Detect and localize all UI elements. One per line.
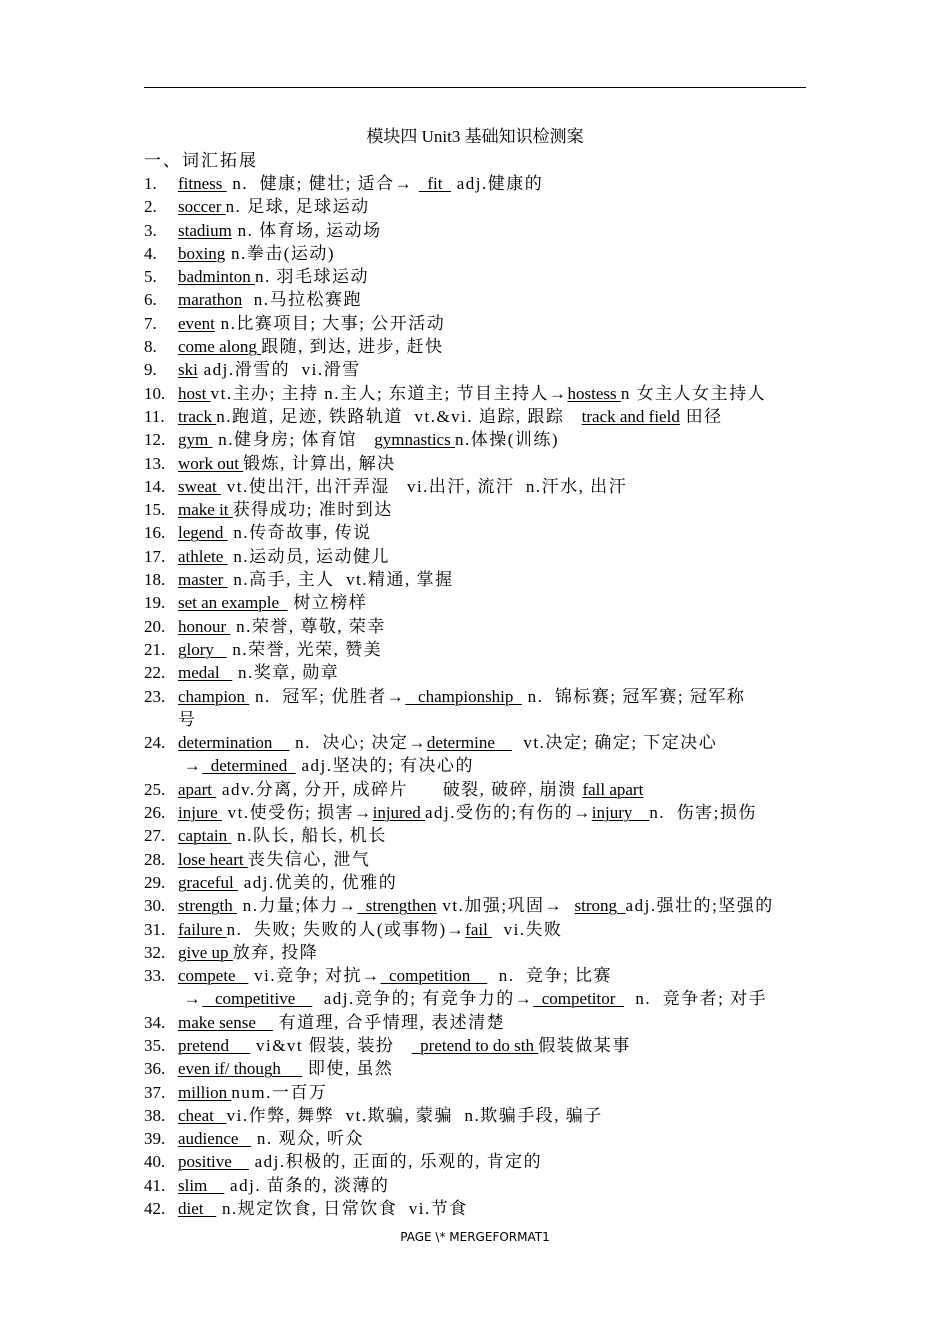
answer-blank: apart <box>178 779 217 799</box>
vocab-item <box>144 918 808 941</box>
answer-blank: set an example <box>178 593 288 613</box>
item-number: 4. <box>144 243 157 263</box>
item-number: 29. <box>144 872 166 892</box>
vocabulary-list <box>144 172 808 1220</box>
vocab-item <box>144 801 808 824</box>
item-number: 22. <box>144 663 166 683</box>
answer-blank: fit <box>418 174 451 193</box>
answer-blank: even if/ though <box>178 1059 303 1079</box>
item-body <box>178 1150 808 1173</box>
answer-blank: make it <box>178 500 233 520</box>
answer-blank: athlete <box>178 546 228 566</box>
item-text: n.高手, 主人 vt.精通, 掌握 <box>227 570 454 590</box>
item-text: n. 锦标赛; 冠军赛; 冠军称 <box>521 686 746 706</box>
item-text: n. 羽毛球运动 <box>254 267 369 287</box>
vocab-item <box>144 615 808 638</box>
answer-blank: come along <box>178 337 262 357</box>
item-body <box>178 382 808 405</box>
vocab-item <box>144 1034 808 1057</box>
item-body <box>178 918 808 941</box>
item-text: adj.坚决的; 有决心的 <box>295 756 474 776</box>
item-text: adj.积极的, 正面的, 乐观的, 肯定的 <box>248 1152 543 1172</box>
item-body <box>178 894 808 917</box>
answer-blank: strengthen <box>357 896 437 916</box>
vocab-item <box>144 335 808 358</box>
item-body <box>178 219 808 242</box>
item-body <box>178 591 808 614</box>
item-text: n. 伤害;损伤 <box>649 803 757 823</box>
answer-blank: champion <box>178 686 250 706</box>
item-text: 假装做某事 <box>538 1035 631 1055</box>
item-text: 锻炼, 计算出, 解决 <box>243 453 396 473</box>
item-text: n 女主人女主持人 <box>620 383 767 403</box>
item-text: adj.优美的, 优雅的 <box>237 872 398 892</box>
section-heading: 一、词汇拓展 <box>144 151 258 170</box>
vocab-item <box>144 195 808 218</box>
answer-blank: fail <box>465 919 493 939</box>
item-body <box>178 358 808 381</box>
item-body <box>178 615 808 638</box>
answer-blank: million <box>178 1082 232 1102</box>
answer-blank: failure <box>178 919 227 939</box>
vocab-item <box>144 521 808 544</box>
item-text: n. 健康; 健壮; 适合→ <box>226 174 419 193</box>
item-body <box>178 661 808 684</box>
item-number: 35. <box>144 1035 166 1055</box>
item-text: n. 失败; 失败的人(或事物)→ <box>226 919 466 939</box>
answer-blank: competitive <box>202 989 313 1009</box>
item-text: adj. 苗条的, 淡薄的 <box>224 1175 390 1195</box>
answer-blank: determined <box>202 756 296 776</box>
answer-blank: positive <box>178 1152 249 1172</box>
item-number: 36. <box>144 1059 166 1079</box>
vocab-item <box>144 265 808 288</box>
vocab-item <box>144 964 808 987</box>
vocab-item-continuation <box>144 708 808 731</box>
vocab-item <box>144 172 808 195</box>
item-number: 30. <box>144 896 166 916</box>
item-text: n.规定饮食, 日常饮食 vi.节食 <box>216 1199 468 1219</box>
vocab-item-continuation <box>144 987 808 1010</box>
vocab-item <box>144 731 808 754</box>
item-number: 33. <box>144 966 166 986</box>
answer-blank: lose heart <box>178 849 248 869</box>
vocab-item <box>144 475 808 498</box>
answer-blank: host <box>178 383 211 403</box>
item-text: num.一百万 <box>231 1082 328 1102</box>
item-text: vi.竞争; 对抗→ <box>248 966 381 986</box>
vocab-item <box>144 1057 808 1080</box>
item-text: n. 决心; 决定→ <box>289 733 427 753</box>
item-number: 24. <box>144 733 166 753</box>
answer-blank: fall apart <box>582 779 644 799</box>
item-number: 10. <box>144 383 166 403</box>
page-footer: PAGE \* MERGEFORMAT1 <box>400 1230 550 1244</box>
answer-blank: stadium <box>178 220 232 240</box>
item-text: vt.使出汗, 出汗弄湿 vi.出汗, 流汗 n.汗水, 出汗 <box>220 476 628 496</box>
item-number: 15. <box>144 500 166 520</box>
item-body <box>178 265 808 288</box>
item-number: 25. <box>144 779 166 799</box>
vocab-item <box>144 778 808 801</box>
item-number: 6. <box>144 290 157 310</box>
item-number: 27. <box>144 826 166 846</box>
answer-blank: gym <box>178 430 213 450</box>
page-title: 模块四 Unit3 基础知识检测案 <box>366 127 584 146</box>
vocab-item <box>144 871 808 894</box>
item-body <box>178 452 808 475</box>
vocab-item <box>144 848 808 871</box>
item-number: 39. <box>144 1129 166 1149</box>
item-text: n.跑道, 足迹, 铁路轨道 vt.&vi. 追踪, 跟踪 <box>216 406 582 426</box>
vocab-item <box>144 638 808 661</box>
item-text: n. 竞争; 比赛 <box>487 966 612 986</box>
answer-blank: injury <box>591 803 650 823</box>
answer-blank: injure <box>178 803 222 823</box>
answer-blank: legend <box>178 523 228 543</box>
item-number: 11. <box>144 406 165 426</box>
answer-blank: competitor <box>533 989 624 1009</box>
item-body <box>178 1011 808 1034</box>
item-number: 41. <box>144 1175 166 1195</box>
item-text: vi.作弊, 舞弊 vt.欺骗, 蒙骗 n.欺骗手段, 骗子 <box>226 1105 603 1125</box>
vocab-item <box>144 941 808 964</box>
item-number: 42. <box>144 1199 166 1219</box>
item-body <box>178 405 808 428</box>
answer-blank: injured <box>372 803 426 823</box>
vocab-item <box>144 288 808 311</box>
item-text: n.传奇故事, 传说 <box>227 523 372 543</box>
item-body <box>178 848 808 871</box>
item-text: n. 竞争者; 对手 <box>623 989 768 1009</box>
item-text: n.马拉松赛跑 <box>242 290 362 310</box>
answer-blank: track <box>178 406 217 426</box>
item-text: adv.分离, 分开, 成碎片 破裂, 破碎, 崩溃 <box>216 779 583 799</box>
item-number: 31. <box>144 919 166 939</box>
item-body <box>178 824 808 847</box>
answer-blank: ski <box>178 360 198 380</box>
vocab-item <box>144 894 808 917</box>
answer-blank: badminton <box>178 267 255 287</box>
item-text: vi&vt 假装, 装扮 <box>250 1035 412 1055</box>
vocab-item <box>144 545 808 568</box>
item-text: n.体操(训练) <box>454 430 560 450</box>
answer-blank: diet <box>178 1199 217 1219</box>
vocab-item <box>144 498 808 521</box>
item-number: 26. <box>144 803 166 823</box>
item-body <box>178 1197 808 1220</box>
item-text: n.荣誉, 光荣, 赞美 <box>226 639 383 659</box>
item-body <box>178 312 808 335</box>
vocab-item <box>144 1174 808 1197</box>
item-number: 8. <box>144 337 157 357</box>
item-number: 14. <box>144 476 166 496</box>
item-number: 2. <box>144 197 157 217</box>
item-text: n. 观众, 听众 <box>251 1129 364 1149</box>
item-body <box>178 1174 808 1197</box>
item-text: 号 <box>178 709 197 729</box>
item-body <box>178 428 808 451</box>
item-number: 21. <box>144 639 166 659</box>
answer-blank: determination <box>178 733 290 753</box>
item-body <box>178 288 808 311</box>
item-body <box>178 778 808 801</box>
item-number: 13. <box>144 453 166 473</box>
answer-blank: make sense <box>178 1012 273 1032</box>
answer-blank: give up <box>178 942 233 962</box>
item-body <box>178 1034 808 1057</box>
answer-blank: determine <box>426 733 512 753</box>
item-number: 38. <box>144 1105 166 1125</box>
answer-blank: glory <box>178 639 227 659</box>
item-text: 获得成功; 准时到达 <box>232 500 393 520</box>
answer-blank: fitness <box>178 174 227 193</box>
item-number: 5. <box>144 267 157 287</box>
item-text: n.比赛项目; 大事; 公开活动 <box>214 313 446 333</box>
answer-blank: sweat <box>178 476 221 496</box>
item-text: 即使, 虽然 <box>302 1059 394 1079</box>
answer-blank: event <box>178 313 215 333</box>
item-number: 23. <box>144 686 166 706</box>
vocab-item <box>144 428 808 451</box>
item-number: 40. <box>144 1152 166 1172</box>
item-body <box>178 1057 808 1080</box>
vocab-item <box>144 312 808 335</box>
answer-blank: compete <box>178 966 249 986</box>
item-body <box>178 1104 808 1127</box>
answer-blank: captain <box>178 826 232 846</box>
item-text: n.力量;体力→ <box>237 896 358 916</box>
item-body <box>178 638 808 661</box>
vocab-item <box>144 1011 808 1034</box>
item-number: 32. <box>144 942 166 962</box>
vocab-item <box>144 405 808 428</box>
item-text: n. 体育场, 运动场 <box>231 220 382 240</box>
header-rule <box>144 87 806 88</box>
item-text: n.拳击(运动) <box>225 243 336 263</box>
vocab-item <box>144 242 808 265</box>
vocab-item <box>144 1104 808 1127</box>
item-number: 12. <box>144 430 166 450</box>
item-number: 7. <box>144 313 157 333</box>
item-text: adj.受伤的;有伤的→ <box>425 803 592 823</box>
item-number: 17. <box>144 546 166 566</box>
vocab-item <box>144 591 808 614</box>
item-text: n.奖章, 勋章 <box>232 663 340 683</box>
item-text: adj.竞争的; 有竞争力的→ <box>312 989 534 1009</box>
vocab-item <box>144 685 808 708</box>
answer-blank: boxing <box>178 243 226 263</box>
item-number: 16. <box>144 523 166 543</box>
vocab-item <box>144 1197 808 1220</box>
vocab-item <box>144 1150 808 1173</box>
item-body <box>178 941 808 964</box>
item-text: vi.失败 <box>492 919 563 939</box>
item-number: 9. <box>144 360 157 380</box>
answer-blank: pretend <box>178 1035 251 1055</box>
answer-blank: master <box>178 570 228 590</box>
answer-blank: competition <box>380 966 488 986</box>
vocab-item <box>144 1081 808 1104</box>
item-body <box>178 568 808 591</box>
item-text: 有道理, 合乎情理, 表述清楚 <box>272 1012 506 1032</box>
item-text: vt.主办; 主持 n.主人; 东道主; 节目主持人→ <box>210 383 568 403</box>
item-text: 放弃, 投降 <box>232 942 319 962</box>
item-body <box>178 195 808 218</box>
item-body <box>178 685 808 708</box>
item-number: 34. <box>144 1012 166 1032</box>
item-number: 28. <box>144 849 166 869</box>
vocab-item <box>144 358 808 381</box>
item-number: 19. <box>144 593 166 613</box>
answer-blank: audience <box>178 1129 252 1149</box>
vocab-item <box>144 382 808 405</box>
answer-blank: slim <box>178 1175 225 1195</box>
item-body <box>178 498 808 521</box>
answer-blank: cheat <box>178 1105 227 1125</box>
item-text: 田径 <box>679 406 723 426</box>
item-number: 37. <box>144 1082 166 1102</box>
item-body <box>178 1081 808 1104</box>
item-text: n.健身房; 体育馆 <box>212 430 375 450</box>
answer-blank: hostess <box>567 383 621 403</box>
item-text: adj.健康的 <box>450 174 544 193</box>
item-text: adj.强壮的;坚强的 <box>625 896 774 916</box>
item-text: → <box>178 989 203 1009</box>
item-body <box>178 475 808 498</box>
item-text: n. 冠军; 优胜者→ <box>249 686 406 706</box>
answer-blank: marathon <box>178 290 243 310</box>
item-body <box>178 172 808 195</box>
answer-blank: graceful <box>178 872 238 892</box>
item-body <box>178 964 808 987</box>
answer-blank: medal <box>178 663 233 683</box>
item-text: n. 足球, 足球运动 <box>225 197 370 217</box>
item-text: → <box>178 756 203 776</box>
item-text: vt.决定; 确定; 下定决心 <box>511 733 718 753</box>
item-body <box>178 242 808 265</box>
answer-blank: soccer <box>178 197 226 217</box>
item-text: n.运动员, 运动健儿 <box>227 546 391 566</box>
vocab-item <box>144 219 808 242</box>
item-body <box>178 801 808 824</box>
vocab-item <box>144 568 808 591</box>
item-body <box>178 731 808 754</box>
item-body <box>178 871 808 894</box>
answer-blank: strong <box>574 896 626 916</box>
vocab-item <box>144 452 808 475</box>
item-text: 跟随, 到达, 进步, 赶快 <box>261 337 444 357</box>
item-text: n.队长, 船长, 机长 <box>231 826 387 846</box>
vocab-item <box>144 1127 808 1150</box>
vocab-item <box>144 824 808 847</box>
answer-blank: championship <box>405 686 522 706</box>
item-text: adj.滑雪的 vi.滑雪 <box>197 360 361 380</box>
item-body <box>178 335 808 358</box>
vocab-item <box>144 661 808 684</box>
vocab-item-continuation <box>144 754 808 777</box>
item-number: 3. <box>144 220 157 240</box>
answer-blank: strength <box>178 896 238 916</box>
item-number: 18. <box>144 570 166 590</box>
item-body <box>178 545 808 568</box>
answer-blank: work out <box>178 453 244 473</box>
answer-blank: pretend to do sth <box>411 1035 539 1055</box>
item-body <box>178 1127 808 1150</box>
item-body <box>178 521 808 544</box>
item-number: 1. <box>144 174 157 193</box>
item-text: vt.使受伤; 损害→ <box>221 803 373 823</box>
item-text: 树立榜样 <box>287 593 368 613</box>
item-text: vt.加强;巩固→ <box>436 896 575 916</box>
answer-blank: track and field <box>581 406 680 426</box>
answer-blank: gymnastics <box>374 430 455 450</box>
item-text: 丧失信心, 泄气 <box>247 849 371 869</box>
item-number: 20. <box>144 616 166 636</box>
item-text: n.荣誉, 尊敬, 荣幸 <box>230 616 386 636</box>
answer-blank: honour <box>178 616 231 636</box>
